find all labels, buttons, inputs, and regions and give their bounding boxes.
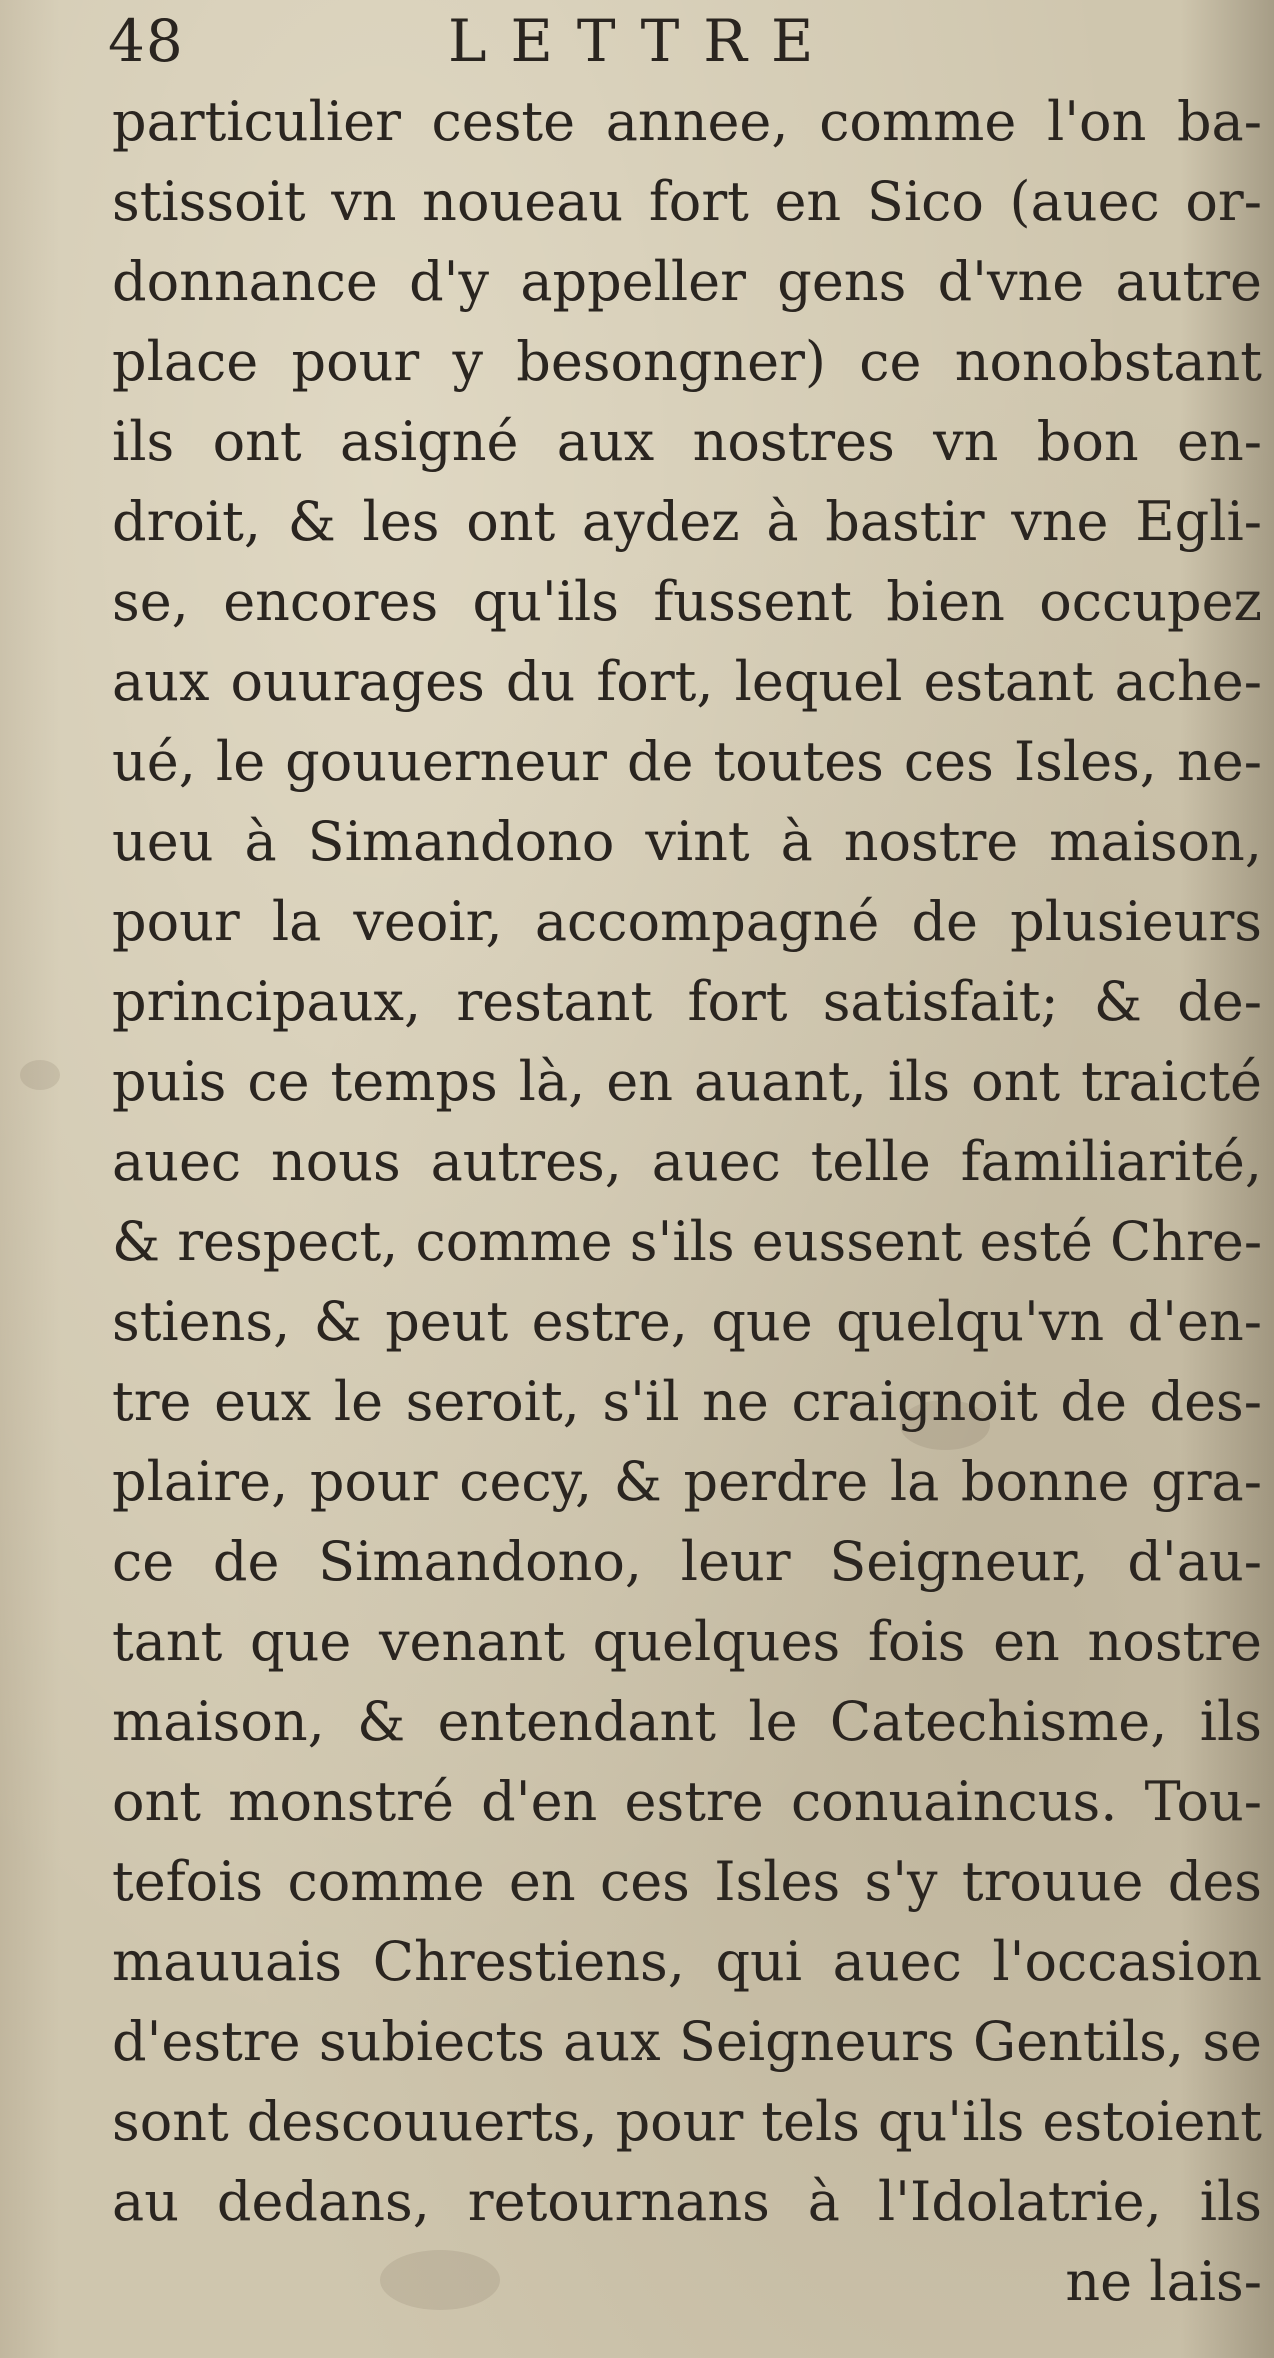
text-line: tre eux le seroit, s'il ne craignoit de des- [112, 1370, 1262, 1433]
text-line: au dedans, retournans à l'Idolatrie, ils [112, 2170, 1262, 2233]
page-number: 48 [108, 7, 184, 75]
page-header [108, 6, 1258, 76]
text-line: droit, & les ont aydez à bastir vne Egli- [112, 490, 1262, 553]
text-line: auec nous autres, auec telle familiarité, [112, 1130, 1262, 1193]
text-line: particulier ceste annee, comme l'on ba- [112, 90, 1262, 153]
text-line: stiens, & peut estre, que quelqu'vn d'en- [112, 1290, 1262, 1353]
text-line: tefois comme en ces Isles s'y trouue des [112, 1850, 1262, 1913]
text-line: ueu à Simandono vint à nostre maison, [112, 810, 1262, 873]
text-line: & respect, comme s'ils eussent esté Chre- [112, 1210, 1262, 1273]
text-line: ont monstré d'en estre conuaincus. Tou- [112, 1770, 1262, 1833]
text-line: pour la veoir, accompagné de plusieurs [112, 890, 1262, 953]
body-text [112, 82, 1262, 2322]
text-line: ils ont asigné aux nostres vn bon en- [112, 410, 1262, 473]
text-line: sont descouuerts, pour tels qu'ils estoient [112, 2090, 1262, 2153]
running-head: LETTRE [448, 7, 838, 75]
text-line: stissoit vn noueau fort en Sico (auec or- [112, 170, 1262, 233]
text-line: principaux, restant fort satisfait; & de- [112, 970, 1262, 1033]
text-line: plaire, pour cecy, & perdre la bonne gra- [112, 1450, 1262, 1513]
text-line: ce de Simandono, leur Seigneur, d'au- [112, 1530, 1262, 1593]
text-line: place pour y besongner) ce nonobstant [112, 330, 1262, 393]
text-line: se, encores qu'ils fussent bien occupez [112, 570, 1262, 633]
text-line: aux ouurages du fort, lequel estant ache- [112, 650, 1262, 713]
text-line: tant que venant quelques fois en nostre [112, 1610, 1262, 1673]
text-line: d'estre subiects aux Seigneurs Gentils, se [112, 2010, 1262, 2073]
text-line: donnance d'y appeller gens d'vne autre [112, 250, 1262, 313]
text-line: mauuais Chrestiens, qui auec l'occasion [112, 1930, 1262, 1993]
catchword-line: ne lais- [1065, 2250, 1262, 2313]
text-line: maison, & entendant le Catechisme, ils [112, 1690, 1262, 1753]
text-line: ué, le gouuerneur de toutes ces Isles, ne- [112, 730, 1262, 793]
text-line: puis ce temps là, en auant, ils ont traicté [112, 1050, 1262, 1113]
paper-stain [20, 1060, 60, 1090]
